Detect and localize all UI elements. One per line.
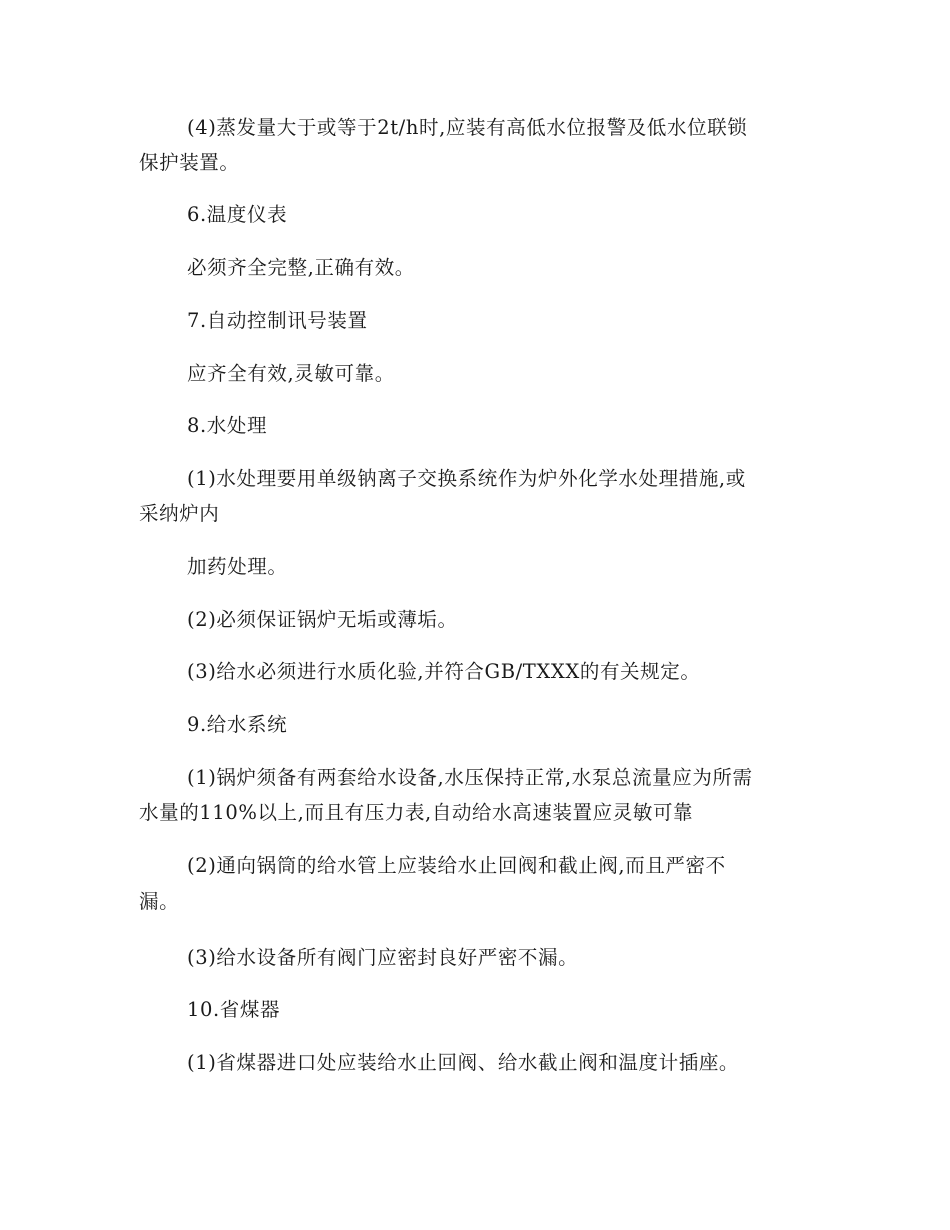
section-heading: 10.省煤器 [187,998,281,1021]
paragraph-line: (1)省煤器进口处应装给水止回阀、给水截止阀和温度计插座。 [187,1051,740,1074]
section-heading: 9.给水系统 [187,713,288,736]
paragraph-line: 保护装置。 [139,151,240,174]
paragraph-line: (1)锅炉须备有两套给水设备,水压保持正常,水泵总流量应为所需 [187,766,753,789]
paragraph-line: (2)必须保证锅炉无垢或薄垢。 [187,608,458,631]
paragraph-line: 漏。 [139,890,180,913]
paragraph-line: 加药处理。 [187,555,288,578]
paragraph-line: 水量的110%以上,而且有压力表,自动给水高速装置应灵敏可靠 [139,801,694,824]
paragraph-line: 应齐全有效,灵敏可靠。 [187,362,395,385]
section-heading: 8.水处理 [187,414,268,437]
paragraph-line: (3)给水设备所有阀门应密封良好严密不漏。 [187,946,579,969]
paragraph-line: 必须齐全完整,正确有效。 [187,256,415,279]
paragraph-line: (2)通向锅筒的给水管上应装给水止回阀和截止阀,而且严密不 [187,854,726,877]
section-heading: 6.温度仪表 [187,203,288,226]
paragraph-line: (1)水处理要用单级钠离子交换系统作为炉外化学水处理措施,或 [187,467,746,490]
paragraph-line: 采纳炉内 [139,502,220,525]
paragraph-line: (3)给水必须进行水质化验,并符合GB/TXXX的有关规定。 [187,660,701,683]
paragraph-line: (4)蒸发量大于或等于2t/h时,应装有高低水位报警及低水位联锁 [187,116,748,139]
section-heading: 7.自动控制讯号装置 [187,309,368,332]
